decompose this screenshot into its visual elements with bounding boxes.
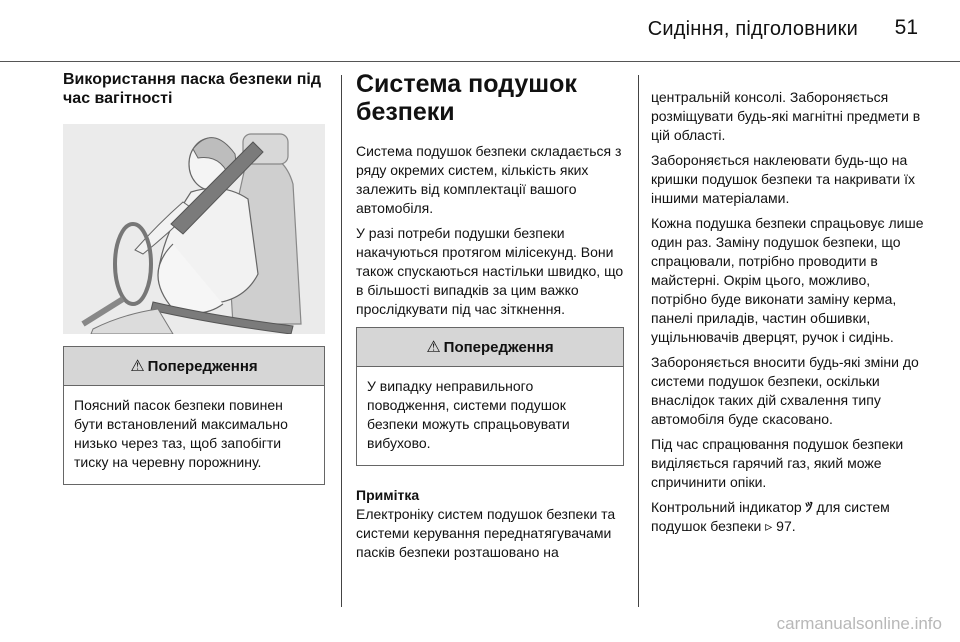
warning-triangle-icon: ⚠ — [130, 358, 145, 375]
warning-text: У випадку неправильного поводження, системи подушок безпеки можуть спрацьовувати вибухово. — [367, 378, 570, 451]
column-divider-1 — [341, 75, 342, 607]
paragraph-no-modifications: Забороняється вносити будь-які зміни до системи подушок безпеки, оскільки внаслідок таких дій схвалення типу автомобіля буде скасовано. — [651, 354, 919, 427]
warning-header — [357, 328, 623, 367]
warning-body — [64, 386, 324, 484]
paragraph-hot-gas: Під час спрацювання подушок безпеки виділяється гарячий газ, який може спричинити опіки. — [651, 436, 904, 490]
warning-text: Поясний пасок безпеки повинен бути встановлений максимально низько через таз, щоб запобігти тиску на черевну порожнину. — [74, 397, 288, 470]
paragraph-indicator — [651, 498, 926, 536]
airbag-indicator-icon: ﾂ — [805, 499, 813, 515]
column-3 — [651, 70, 926, 536]
page-title: Сидіння, підголовники — [647, 18, 858, 40]
indicator-text-before: Контрольний індикатор — [651, 499, 802, 515]
warning-header — [64, 347, 324, 386]
paragraph-airbag-inflation: У разі потреби подушки безпеки накачуються протягом мілісекунд. Вони також спускаються настільки швидко, що в більшості випадків за цим важко прослідкувати під час зіткнення. — [356, 225, 624, 317]
warning-box-airbag — [356, 327, 624, 466]
paragraph-no-stickers: Забороняється наклеювати будь-що на кришки подушок безпеки та накривати їх іншими матеріалами. — [651, 152, 915, 206]
warning-triangle-icon: ⚠ — [426, 339, 441, 356]
warning-box-pregnancy — [63, 346, 325, 485]
indicator-text-after: для систем подушок безпеки — [651, 499, 890, 534]
column-divider-2 — [638, 75, 639, 607]
column-2 — [356, 70, 624, 562]
warning-body — [357, 367, 623, 465]
page-header — [0, 0, 960, 62]
column-1 — [63, 70, 325, 485]
paragraph-central-console: центральній консолі. Забороняється розміщувати будь-які магнітні предмети в цій області. — [651, 89, 921, 143]
note-text: Електроніку систем подушок безпеки та системи керування переднатягувачами пасків безпеки розташовано на — [356, 506, 616, 560]
header-rule — [0, 61, 960, 62]
section-heading-pregnancy: Використання паска безпеки під час вагітності — [63, 71, 321, 107]
page-reference-arrow-icon: ▹ — [765, 518, 773, 534]
note-title: Примітка — [356, 487, 420, 503]
paragraph-airbag-intro: Система подушок безпеки складається з ряду окремих систем, кількість яких залежить від комплектації вашого автомобіля. — [356, 143, 622, 216]
section-heading-airbag: Система подушок безпеки — [356, 70, 577, 126]
warning-title: Попередження — [147, 357, 258, 375]
pregnant-seatbelt-illustration — [63, 124, 325, 334]
paragraph-single-use: Кожна подушка безпеки спрацьовує лише один раз. Заміну подушок безпеки, що спрацювали, потрібно проводити в майстерні. Окрім цього, можливо, потрібно буде виконати заміну керма, панелі приладів, частин обшивки, ущільнювачів дверцят, ручок і сидінь. — [651, 215, 924, 345]
page-reference[interactable]: 97. — [776, 518, 796, 534]
warning-title: Попередження — [443, 338, 554, 356]
page-number: 51 — [894, 16, 918, 39]
watermark: carmanualsonline.info — [776, 614, 942, 633]
illustration-drawing — [63, 124, 325, 334]
